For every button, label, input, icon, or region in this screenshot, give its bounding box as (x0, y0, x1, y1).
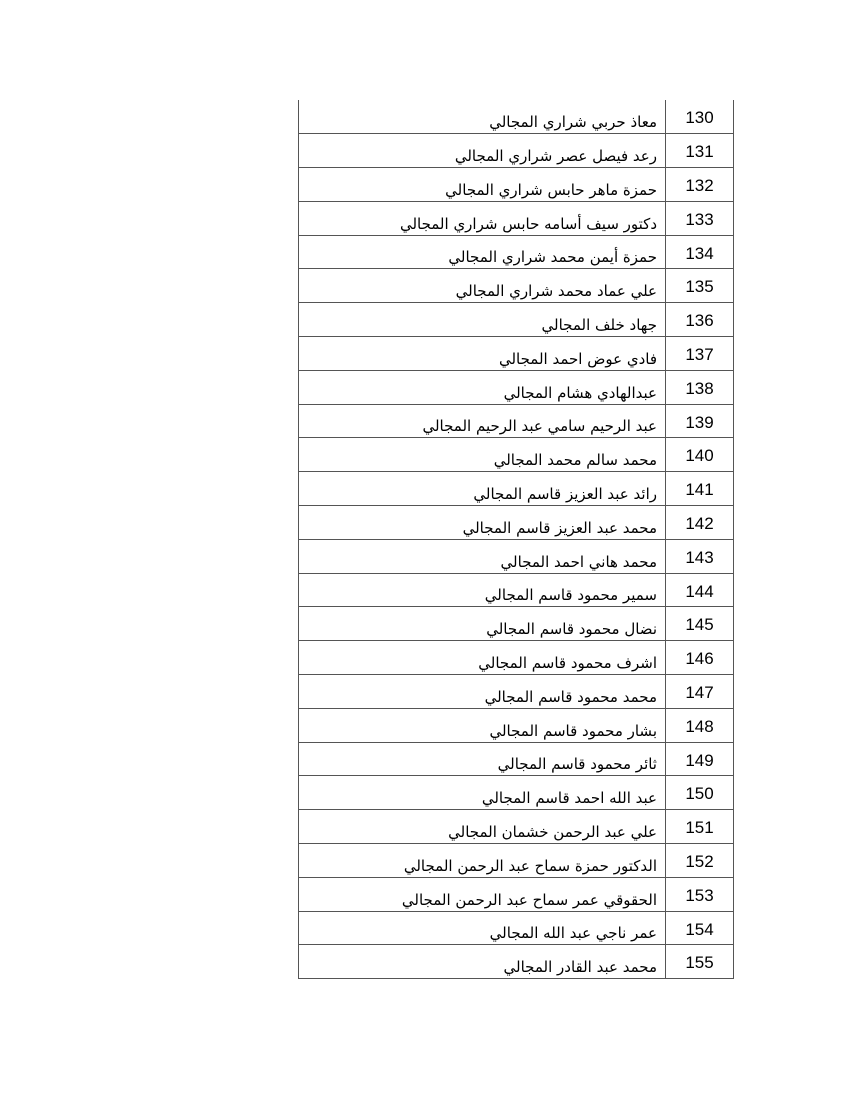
person-name-cell: رائد عبد العزيز قاسم المجالي (299, 472, 666, 506)
table-row (299, 472, 734, 506)
table-row (299, 844, 734, 878)
row-number-cell: 144 (666, 573, 734, 607)
person-name-cell: فادي عوض احمد المجالي (299, 337, 666, 371)
row-number-cell: 130 (666, 100, 734, 134)
person-name-cell: عمر ناجي عبد الله المجالي (299, 911, 666, 945)
table-row (299, 675, 734, 709)
row-number-cell: 150 (666, 776, 734, 810)
row-number-cell: 135 (666, 269, 734, 303)
row-number-cell: 142 (666, 506, 734, 540)
person-name-cell: بشار محمود قاسم المجالي (299, 708, 666, 742)
row-number-cell: 138 (666, 370, 734, 404)
row-number-cell: 143 (666, 539, 734, 573)
person-name-cell: سمير محمود قاسم المجالي (299, 573, 666, 607)
person-name-cell: حمزة أيمن محمد شراري المجالي (299, 235, 666, 269)
table-row (299, 539, 734, 573)
row-number-cell: 153 (666, 877, 734, 911)
person-name-cell: عبدالهادي هشام المجالي (299, 370, 666, 404)
table-row (299, 911, 734, 945)
person-name-cell: عبد الله احمد قاسم المجالي (299, 776, 666, 810)
table-row (299, 573, 734, 607)
table-row (299, 235, 734, 269)
person-name-cell: محمد عبد القادر المجالي (299, 945, 666, 979)
person-name-cell: الدكتور حمزة سماح عبد الرحمن المجالي (299, 844, 666, 878)
person-name-cell: عبد الرحيم سامي عبد الرحيم المجالي (299, 404, 666, 438)
table-row (299, 607, 734, 641)
row-number-cell: 151 (666, 810, 734, 844)
names-table (298, 100, 734, 979)
person-name-cell: جهاد خلف المجالي (299, 303, 666, 337)
row-number-cell: 136 (666, 303, 734, 337)
row-number-cell: 155 (666, 945, 734, 979)
person-name-cell: رعد فيصل عصر شراري المجالي (299, 134, 666, 168)
table-row (299, 269, 734, 303)
row-number-cell: 133 (666, 201, 734, 235)
person-name-cell: معاذ حربي شراري المجالي (299, 100, 666, 134)
person-name-cell: علي عماد محمد شراري المجالي (299, 269, 666, 303)
table-row (299, 810, 734, 844)
row-number-cell: 146 (666, 641, 734, 675)
row-number-cell: 139 (666, 404, 734, 438)
row-number-cell: 147 (666, 675, 734, 709)
person-name-cell: محمد هاني احمد المجالي (299, 539, 666, 573)
table-row (299, 303, 734, 337)
table-row (299, 506, 734, 540)
table-row (299, 945, 734, 979)
table-row (299, 641, 734, 675)
person-name-cell: حمزة ماهر حابس شراري المجالي (299, 168, 666, 202)
row-number-cell: 132 (666, 168, 734, 202)
person-name-cell: دكتور سيف أسامه حابس شراري المجالي (299, 201, 666, 235)
row-number-cell: 140 (666, 438, 734, 472)
table-row (299, 370, 734, 404)
person-name-cell: اشرف محمود قاسم المجالي (299, 641, 666, 675)
table-row (299, 201, 734, 235)
table-row (299, 877, 734, 911)
person-name-cell: علي عبد الرحمن خشمان المجالي (299, 810, 666, 844)
row-number-cell: 137 (666, 337, 734, 371)
person-name-cell: نضال محمود قاسم المجالي (299, 607, 666, 641)
row-number-cell: 152 (666, 844, 734, 878)
table-row (299, 100, 734, 134)
row-number-cell: 148 (666, 708, 734, 742)
table-row (299, 337, 734, 371)
row-number-cell: 141 (666, 472, 734, 506)
row-number-cell: 154 (666, 911, 734, 945)
table-row (299, 742, 734, 776)
names-table-body (299, 100, 734, 979)
person-name-cell: ثائر محمود قاسم المجالي (299, 742, 666, 776)
person-name-cell: محمد سالم محمد المجالي (299, 438, 666, 472)
table-row (299, 134, 734, 168)
person-name-cell: محمد عبد العزيز قاسم المجالي (299, 506, 666, 540)
row-number-cell: 134 (666, 235, 734, 269)
row-number-cell: 131 (666, 134, 734, 168)
row-number-cell: 149 (666, 742, 734, 776)
table-row (299, 404, 734, 438)
row-number-cell: 145 (666, 607, 734, 641)
table-row (299, 168, 734, 202)
table-row (299, 776, 734, 810)
person-name-cell: الحقوقي عمر سماح عبد الرحمن المجالي (299, 877, 666, 911)
table-row (299, 708, 734, 742)
person-name-cell: محمد محمود قاسم المجالي (299, 675, 666, 709)
table-row (299, 438, 734, 472)
